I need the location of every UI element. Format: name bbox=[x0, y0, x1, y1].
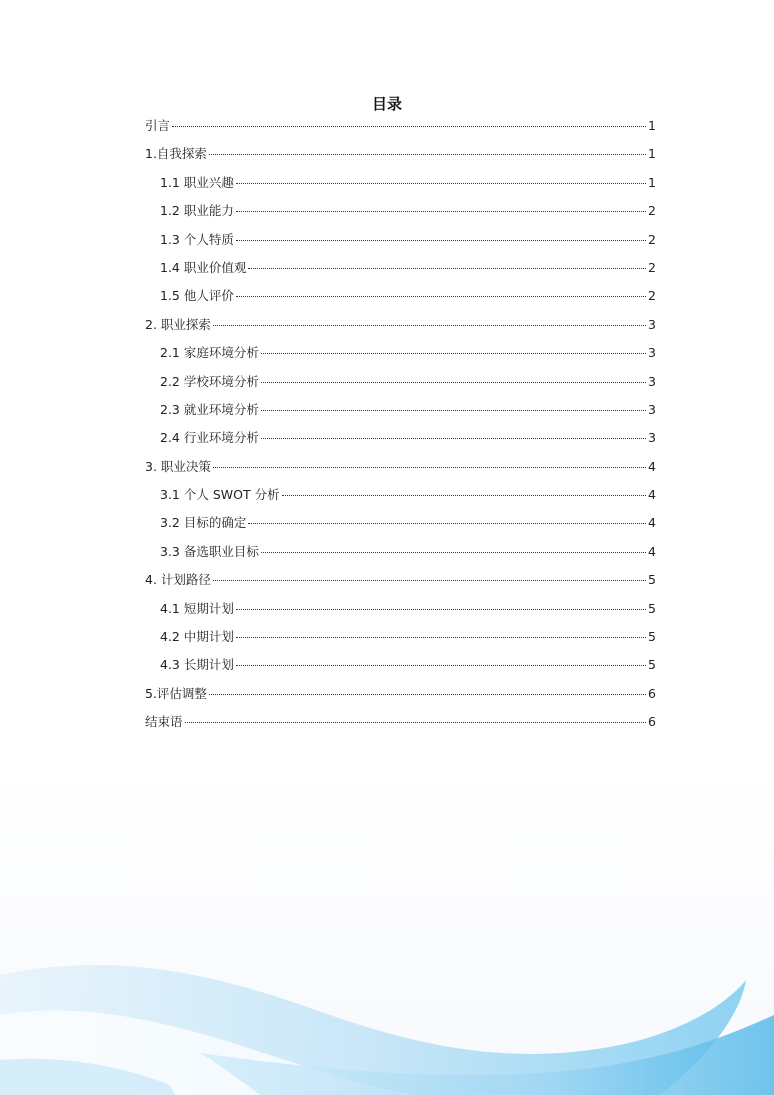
toc-dot-leader bbox=[261, 382, 646, 383]
toc-dot-leader bbox=[261, 438, 646, 439]
toc-entry[interactable] bbox=[145, 457, 656, 485]
toc-entry[interactable] bbox=[145, 712, 656, 740]
toc-entry-page-number: 4 bbox=[648, 515, 656, 531]
toc-dot-leader bbox=[236, 665, 646, 666]
toc-dot-leader bbox=[236, 637, 646, 638]
toc-entry-page-number: 3 bbox=[648, 373, 656, 389]
toc-entry[interactable] bbox=[145, 599, 656, 627]
toc-dot-leader bbox=[261, 410, 646, 411]
toc-entry[interactable] bbox=[145, 343, 656, 371]
toc-entry-label: 1.4 职业价值观 bbox=[160, 259, 247, 275]
toc-entry-label: 1.2 职业能力 bbox=[160, 203, 234, 219]
toc-entry-page-number: 3 bbox=[648, 345, 656, 361]
toc-entry-label: 4.2 中期计划 bbox=[160, 629, 234, 645]
toc-entry-label: 4.1 短期计划 bbox=[160, 600, 234, 616]
toc-entry-label: 2.4 行业环境分析 bbox=[160, 430, 259, 446]
toc-dot-leader bbox=[213, 325, 646, 326]
toc-entry-label: 引言 bbox=[145, 118, 171, 133]
toc-entry-label: 4. 计划路径 bbox=[145, 572, 211, 588]
toc-entry[interactable] bbox=[145, 627, 656, 655]
toc-entry-label: 结束语 bbox=[145, 714, 183, 730]
toc-entry[interactable] bbox=[145, 144, 656, 172]
toc-dot-leader bbox=[236, 183, 646, 184]
toc-entry-page-number: 6 bbox=[648, 714, 656, 730]
toc-entry-page-number: 5 bbox=[648, 600, 656, 616]
toc-entry-page-number: 1 bbox=[648, 174, 656, 190]
toc-entry-label: 1.自我探索 bbox=[145, 146, 207, 162]
toc-entry-label: 4.3 长期计划 bbox=[160, 657, 234, 673]
toc-dot-leader bbox=[236, 211, 646, 212]
toc-entry[interactable] bbox=[145, 173, 656, 201]
toc-entry-page-number: 3 bbox=[648, 316, 656, 332]
toc-dot-leader bbox=[261, 552, 646, 553]
toc-entry-page-number: 2 bbox=[648, 231, 656, 247]
toc-dot-leader bbox=[236, 240, 646, 241]
toc-entry[interactable] bbox=[145, 116, 656, 144]
toc-dot-leader bbox=[236, 609, 646, 610]
toc-entry-page-number: 1 bbox=[648, 146, 656, 162]
toc-entry-page-number: 1 bbox=[648, 118, 656, 133]
toc-dot-leader bbox=[185, 722, 647, 723]
toc-entry-page-number: 2 bbox=[648, 203, 656, 219]
toc-entry-label: 3.1 个人 SWOT 分析 bbox=[160, 487, 280, 503]
toc-dot-leader bbox=[236, 296, 646, 297]
toc-entry-label: 3. 职业决策 bbox=[145, 458, 211, 474]
toc-entry-page-number: 4 bbox=[648, 458, 656, 474]
toc-dot-leader bbox=[213, 467, 646, 468]
toc-entry-page-number: 3 bbox=[648, 430, 656, 446]
toc-entry-label: 1.5 他人评价 bbox=[160, 288, 234, 304]
toc-entry[interactable] bbox=[145, 655, 656, 683]
toc-dot-leader bbox=[261, 353, 646, 354]
toc-entry-label: 2. 职业探索 bbox=[145, 316, 211, 332]
toc-entry-page-number: 6 bbox=[648, 685, 656, 701]
toc-entry-label: 5.评估调整 bbox=[145, 685, 207, 701]
toc-entry[interactable] bbox=[145, 513, 656, 541]
toc-entry-page-number: 3 bbox=[648, 401, 656, 417]
toc-dot-leader bbox=[172, 126, 646, 127]
toc-entry[interactable] bbox=[145, 428, 656, 456]
toc-entry[interactable] bbox=[145, 230, 656, 258]
toc-entry[interactable] bbox=[145, 485, 656, 513]
toc-dot-leader bbox=[213, 580, 646, 581]
toc-entry[interactable] bbox=[145, 286, 656, 314]
toc-dot-leader bbox=[248, 523, 646, 524]
toc-entry-page-number: 5 bbox=[648, 629, 656, 645]
toc-entry-page-number: 4 bbox=[648, 487, 656, 503]
toc-entry-label: 3.3 备选职业目标 bbox=[160, 543, 259, 559]
toc-entry[interactable] bbox=[145, 201, 656, 229]
toc-entry[interactable] bbox=[145, 400, 656, 428]
toc-dot-leader bbox=[282, 495, 646, 496]
toc-entry[interactable] bbox=[145, 684, 656, 712]
toc-dot-leader bbox=[209, 694, 646, 695]
toc-entry[interactable] bbox=[145, 570, 656, 598]
toc-entry-page-number: 2 bbox=[648, 288, 656, 304]
toc-entry-label: 1.1 职业兴趣 bbox=[160, 174, 234, 190]
toc-entry[interactable] bbox=[145, 372, 656, 400]
toc-dot-leader bbox=[248, 268, 646, 269]
toc-entry-label: 2.3 就业环境分析 bbox=[160, 401, 259, 417]
toc-entry-label: 2.1 家庭环境分析 bbox=[160, 345, 259, 361]
toc-entry-label: 2.2 学校环境分析 bbox=[160, 373, 259, 389]
toc-entry-page-number: 5 bbox=[648, 657, 656, 673]
toc-entry-label: 3.2 目标的确定 bbox=[160, 515, 247, 531]
toc-dot-leader bbox=[209, 154, 646, 155]
toc-entry-page-number: 4 bbox=[648, 543, 656, 559]
toc-entry[interactable] bbox=[145, 315, 656, 343]
toc-entry[interactable] bbox=[145, 542, 656, 570]
table-of-contents bbox=[145, 116, 656, 741]
toc-entry-page-number: 5 bbox=[648, 572, 656, 588]
toc-entry-page-number: 2 bbox=[648, 259, 656, 275]
toc-title: 目录 bbox=[371, 95, 402, 113]
decorative-wave bbox=[0, 955, 774, 1095]
toc-entry-label: 1.3 个人特质 bbox=[160, 231, 234, 247]
toc-entry[interactable] bbox=[145, 258, 656, 286]
